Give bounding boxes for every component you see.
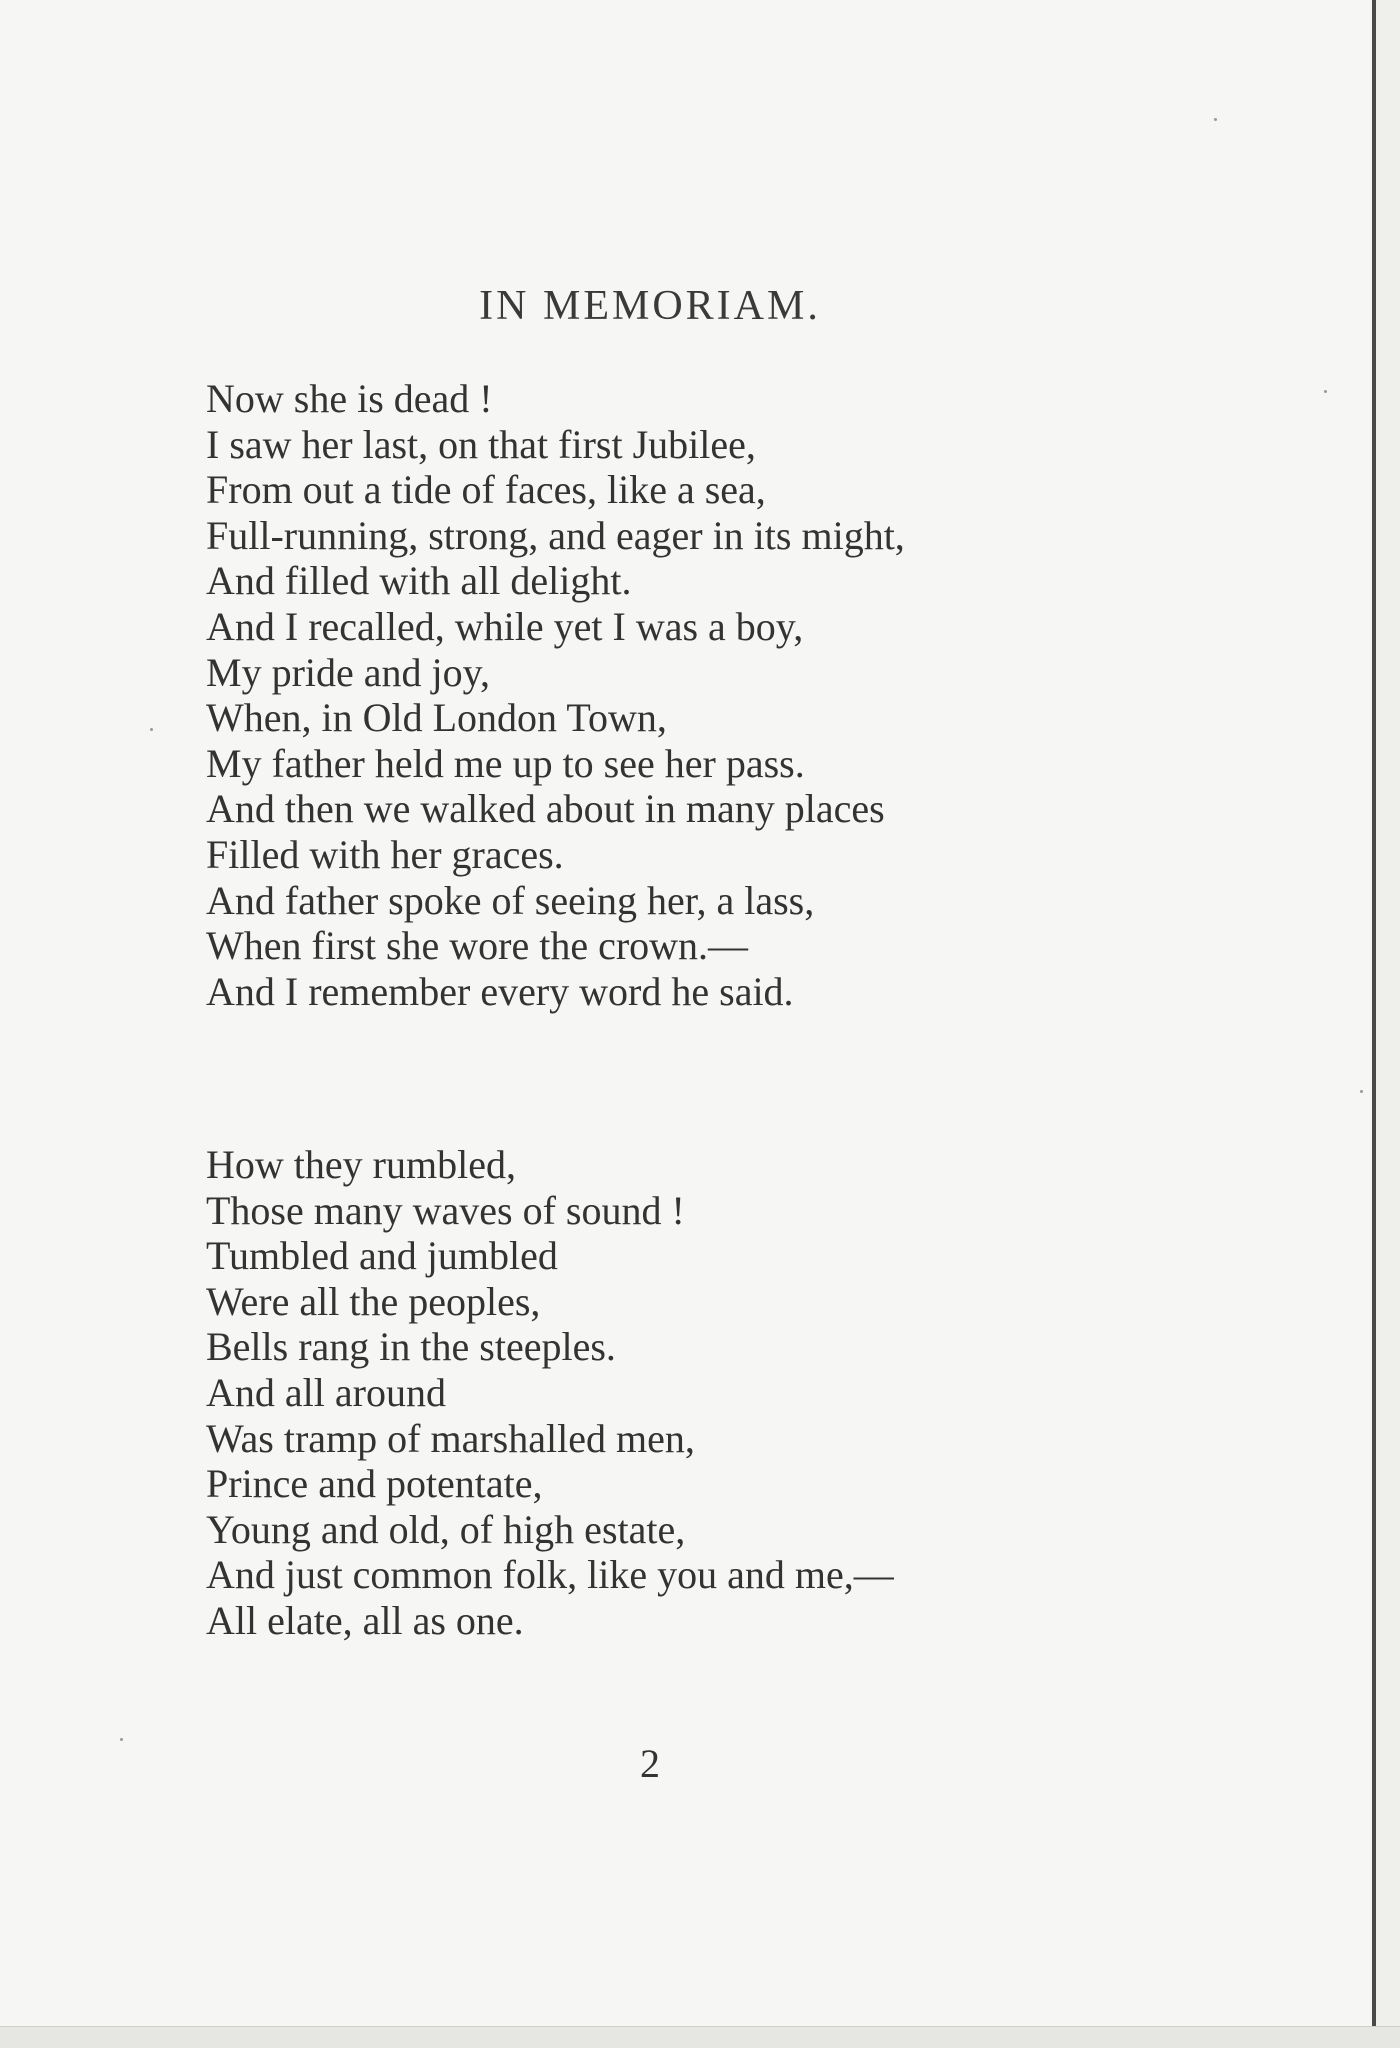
scan-margin-right bbox=[1376, 0, 1400, 2048]
poem-line: When first she wore the crown.— bbox=[206, 923, 749, 969]
poem-line: Tumbled and jumbled bbox=[206, 1233, 558, 1279]
poem-line: Filled with her graces. bbox=[206, 831, 564, 877]
poem-line: From out a tide of faces, like a sea, bbox=[206, 467, 766, 513]
poem-line: And all around bbox=[206, 1369, 446, 1415]
poem-line: All elate, all as one. bbox=[206, 1597, 524, 1643]
paper-speck bbox=[1324, 390, 1327, 393]
poem-line: Was tramp of marshalled men, bbox=[206, 1415, 695, 1461]
paper-speck bbox=[1214, 118, 1217, 121]
poem-line: Those many waves of sound ! bbox=[206, 1187, 685, 1233]
stanza-2 bbox=[206, 1142, 894, 1644]
poem-line: How they rumbled, bbox=[206, 1142, 516, 1187]
poem-line: And then we walked about in many places bbox=[206, 786, 885, 832]
page-number: 2 bbox=[640, 1741, 660, 1786]
poem-line: And I recalled, while yet I was a boy, bbox=[206, 603, 804, 649]
poem-line: And just common folk, like you and me,— bbox=[206, 1552, 894, 1598]
scan-binding-edge bbox=[1372, 0, 1376, 2048]
poem-line: I saw her last, on that first Jubilee, bbox=[206, 421, 756, 467]
poem-line: Bells rang in the steeples. bbox=[206, 1324, 616, 1370]
poem-line: When, in Old London Town, bbox=[206, 695, 667, 741]
scan-bottom-edge bbox=[0, 2026, 1400, 2048]
poem-line: My father held me up to see her pass. bbox=[206, 740, 805, 786]
stanza-1 bbox=[206, 376, 905, 1014]
poem-line: Full-running, strong, and eager in its might, bbox=[206, 512, 905, 558]
poem-line: And father spoke of seeing her, a lass, bbox=[206, 877, 815, 923]
poem-line: My pride and joy, bbox=[206, 649, 491, 695]
poem-line: And I remember every word he said. bbox=[206, 968, 794, 1014]
poem-line: And filled with all delight. bbox=[206, 558, 632, 604]
poem-line: Now she is dead ! bbox=[206, 376, 493, 421]
poem-line: Young and old, of high estate, bbox=[206, 1506, 686, 1552]
paper-speck bbox=[1360, 1090, 1363, 1093]
poem-line: Prince and potentate, bbox=[206, 1461, 543, 1507]
paper-speck bbox=[150, 728, 153, 731]
poem-line: Were all the peoples, bbox=[206, 1278, 541, 1324]
poem-title: IN MEMORIAM. bbox=[479, 283, 821, 329]
